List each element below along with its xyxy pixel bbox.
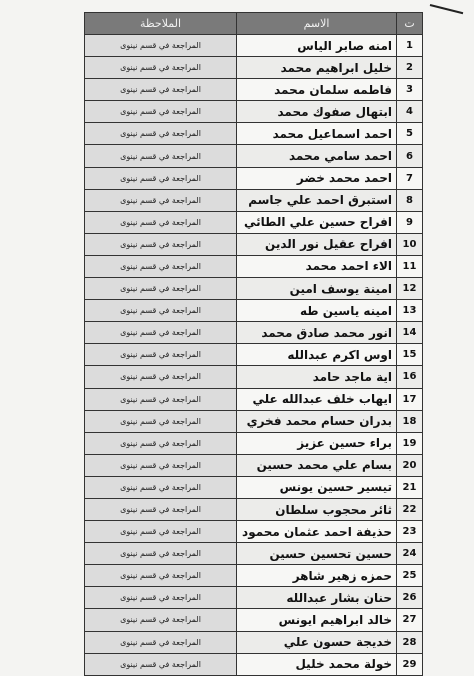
row-note: المراجعة في قسم نينوى	[85, 432, 237, 454]
row-number: 17	[397, 388, 423, 410]
table-row	[85, 388, 423, 410]
header-row	[85, 13, 423, 35]
person-name: بدران حسام محمد فخري	[237, 410, 397, 432]
person-name: ايهاب خلف عبدالله علي	[237, 388, 397, 410]
person-name: تيسير حسين يونس	[237, 476, 397, 498]
row-number: 20	[397, 454, 423, 476]
row-note: المراجعة في قسم نينوى	[85, 476, 237, 498]
table-row	[85, 322, 423, 344]
table-row	[85, 145, 423, 167]
table-row	[85, 35, 423, 57]
row-note: المراجعة في قسم نينوى	[85, 123, 237, 145]
row-note: المراجعة في قسم نينوى	[85, 410, 237, 432]
row-note: المراجعة في قسم نينوى	[85, 521, 237, 543]
pen-stroke-mark	[430, 4, 463, 14]
table-row	[85, 167, 423, 189]
row-number: 4	[397, 101, 423, 123]
row-note: المراجعة في قسم نينوى	[85, 278, 237, 300]
person-name: استبرق احمد علي جاسم	[237, 189, 397, 211]
row-number: 28	[397, 631, 423, 653]
person-name: الاء احمد محمد	[237, 255, 397, 277]
table-header	[85, 13, 423, 35]
row-number: 2	[397, 57, 423, 79]
table-row	[85, 653, 423, 675]
person-name: خالد ابراهيم ايونس	[237, 609, 397, 631]
person-name: حمزه زهير شاهر	[237, 565, 397, 587]
table-row	[85, 278, 423, 300]
table-row	[85, 476, 423, 498]
document-sheet	[84, 12, 422, 676]
table-row	[85, 255, 423, 277]
person-name: خديجة حسون علي	[237, 631, 397, 653]
row-note: المراجعة في قسم نينوى	[85, 167, 237, 189]
person-name: امينة يوسف امين	[237, 278, 397, 300]
person-name: افراح حسين علي الطائي	[237, 211, 397, 233]
row-number: 26	[397, 587, 423, 609]
table-row	[85, 366, 423, 388]
row-number: 21	[397, 476, 423, 498]
person-name: فاطمه سلمان محمد	[237, 79, 397, 101]
row-note: المراجعة في قسم نينوى	[85, 454, 237, 476]
person-name: انور محمد صادق محمد	[237, 322, 397, 344]
person-name: بسام علي محمد حسين	[237, 454, 397, 476]
person-name: افراح عقيل نور الدين	[237, 233, 397, 255]
row-note: المراجعة في قسم نينوى	[85, 388, 237, 410]
row-number: 9	[397, 211, 423, 233]
row-note: المراجعة في قسم نينوى	[85, 233, 237, 255]
row-number: 24	[397, 543, 423, 565]
table-row	[85, 454, 423, 476]
row-number: 23	[397, 521, 423, 543]
table-row	[85, 101, 423, 123]
person-name: احمد اسماعيل محمد	[237, 123, 397, 145]
row-note: المراجعة في قسم نينوى	[85, 587, 237, 609]
person-name: امينه ياسين طه	[237, 300, 397, 322]
row-number: 27	[397, 609, 423, 631]
table-row	[85, 631, 423, 653]
table-row	[85, 211, 423, 233]
row-number: 22	[397, 498, 423, 520]
row-note: المراجعة في قسم نينوى	[85, 565, 237, 587]
row-note: المراجعة في قسم نينوى	[85, 57, 237, 79]
table-row	[85, 565, 423, 587]
row-number: 13	[397, 300, 423, 322]
table-row	[85, 79, 423, 101]
row-note: المراجعة في قسم نينوى	[85, 300, 237, 322]
row-number: 5	[397, 123, 423, 145]
table-row	[85, 123, 423, 145]
table-row	[85, 543, 423, 565]
person-name: حسين تحسين حسين	[237, 543, 397, 565]
person-name: خولة محمد خليل	[237, 653, 397, 675]
table-body	[85, 35, 423, 676]
row-number: 15	[397, 344, 423, 366]
table-row	[85, 233, 423, 255]
table-row	[85, 587, 423, 609]
person-name: حنان بشار عبدالله	[237, 587, 397, 609]
table-row	[85, 521, 423, 543]
person-name: احمد محمد خضر	[237, 167, 397, 189]
row-note: المراجعة في قسم نينوى	[85, 609, 237, 631]
row-number: 1	[397, 35, 423, 57]
row-number: 18	[397, 410, 423, 432]
row-note: المراجعة في قسم نينوى	[85, 543, 237, 565]
row-number: 19	[397, 432, 423, 454]
row-note: المراجعة في قسم نينوى	[85, 653, 237, 675]
table-row	[85, 300, 423, 322]
table-row	[85, 498, 423, 520]
row-note: المراجعة في قسم نينوى	[85, 344, 237, 366]
row-number: 6	[397, 145, 423, 167]
row-number: 14	[397, 322, 423, 344]
header-notes: الملاحظة	[85, 13, 237, 35]
row-note: المراجعة في قسم نينوى	[85, 366, 237, 388]
row-note: المراجعة في قسم نينوى	[85, 101, 237, 123]
row-number: 10	[397, 233, 423, 255]
row-number: 29	[397, 653, 423, 675]
row-number: 12	[397, 278, 423, 300]
table-row	[85, 410, 423, 432]
row-note: المراجعة في قسم نينوى	[85, 498, 237, 520]
row-number: 25	[397, 565, 423, 587]
row-note: المراجعة في قسم نينوى	[85, 35, 237, 57]
row-number: 16	[397, 366, 423, 388]
names-table	[84, 12, 423, 676]
row-number: 7	[397, 167, 423, 189]
row-note: المراجعة في قسم نينوى	[85, 211, 237, 233]
table-row	[85, 189, 423, 211]
person-name: اوس اكرم عبدالله	[237, 344, 397, 366]
person-name: امنه صابر الياس	[237, 35, 397, 57]
person-name: ثائر محجوب سلطان	[237, 498, 397, 520]
row-note: المراجعة في قسم نينوى	[85, 145, 237, 167]
row-note: المراجعة في قسم نينوى	[85, 189, 237, 211]
row-number: 3	[397, 79, 423, 101]
row-note: المراجعة في قسم نينوى	[85, 631, 237, 653]
person-name: ابتهال صفوك محمد	[237, 101, 397, 123]
row-number: 8	[397, 189, 423, 211]
person-name: حذيفة احمد عثمان محمود	[237, 521, 397, 543]
row-note: المراجعة في قسم نينوى	[85, 255, 237, 277]
person-name: براء حسين عزيز	[237, 432, 397, 454]
table-row	[85, 432, 423, 454]
header-name: الاسم	[237, 13, 397, 35]
person-name: احمد سامي محمد	[237, 145, 397, 167]
table-row	[85, 344, 423, 366]
person-name: اية ماجد حامد	[237, 366, 397, 388]
row-note: المراجعة في قسم نينوى	[85, 79, 237, 101]
person-name: خليل ابراهيم محمد	[237, 57, 397, 79]
row-number: 11	[397, 255, 423, 277]
table-row	[85, 609, 423, 631]
row-note: المراجعة في قسم نينوى	[85, 322, 237, 344]
table-row	[85, 57, 423, 79]
header-index: ت	[397, 13, 423, 35]
